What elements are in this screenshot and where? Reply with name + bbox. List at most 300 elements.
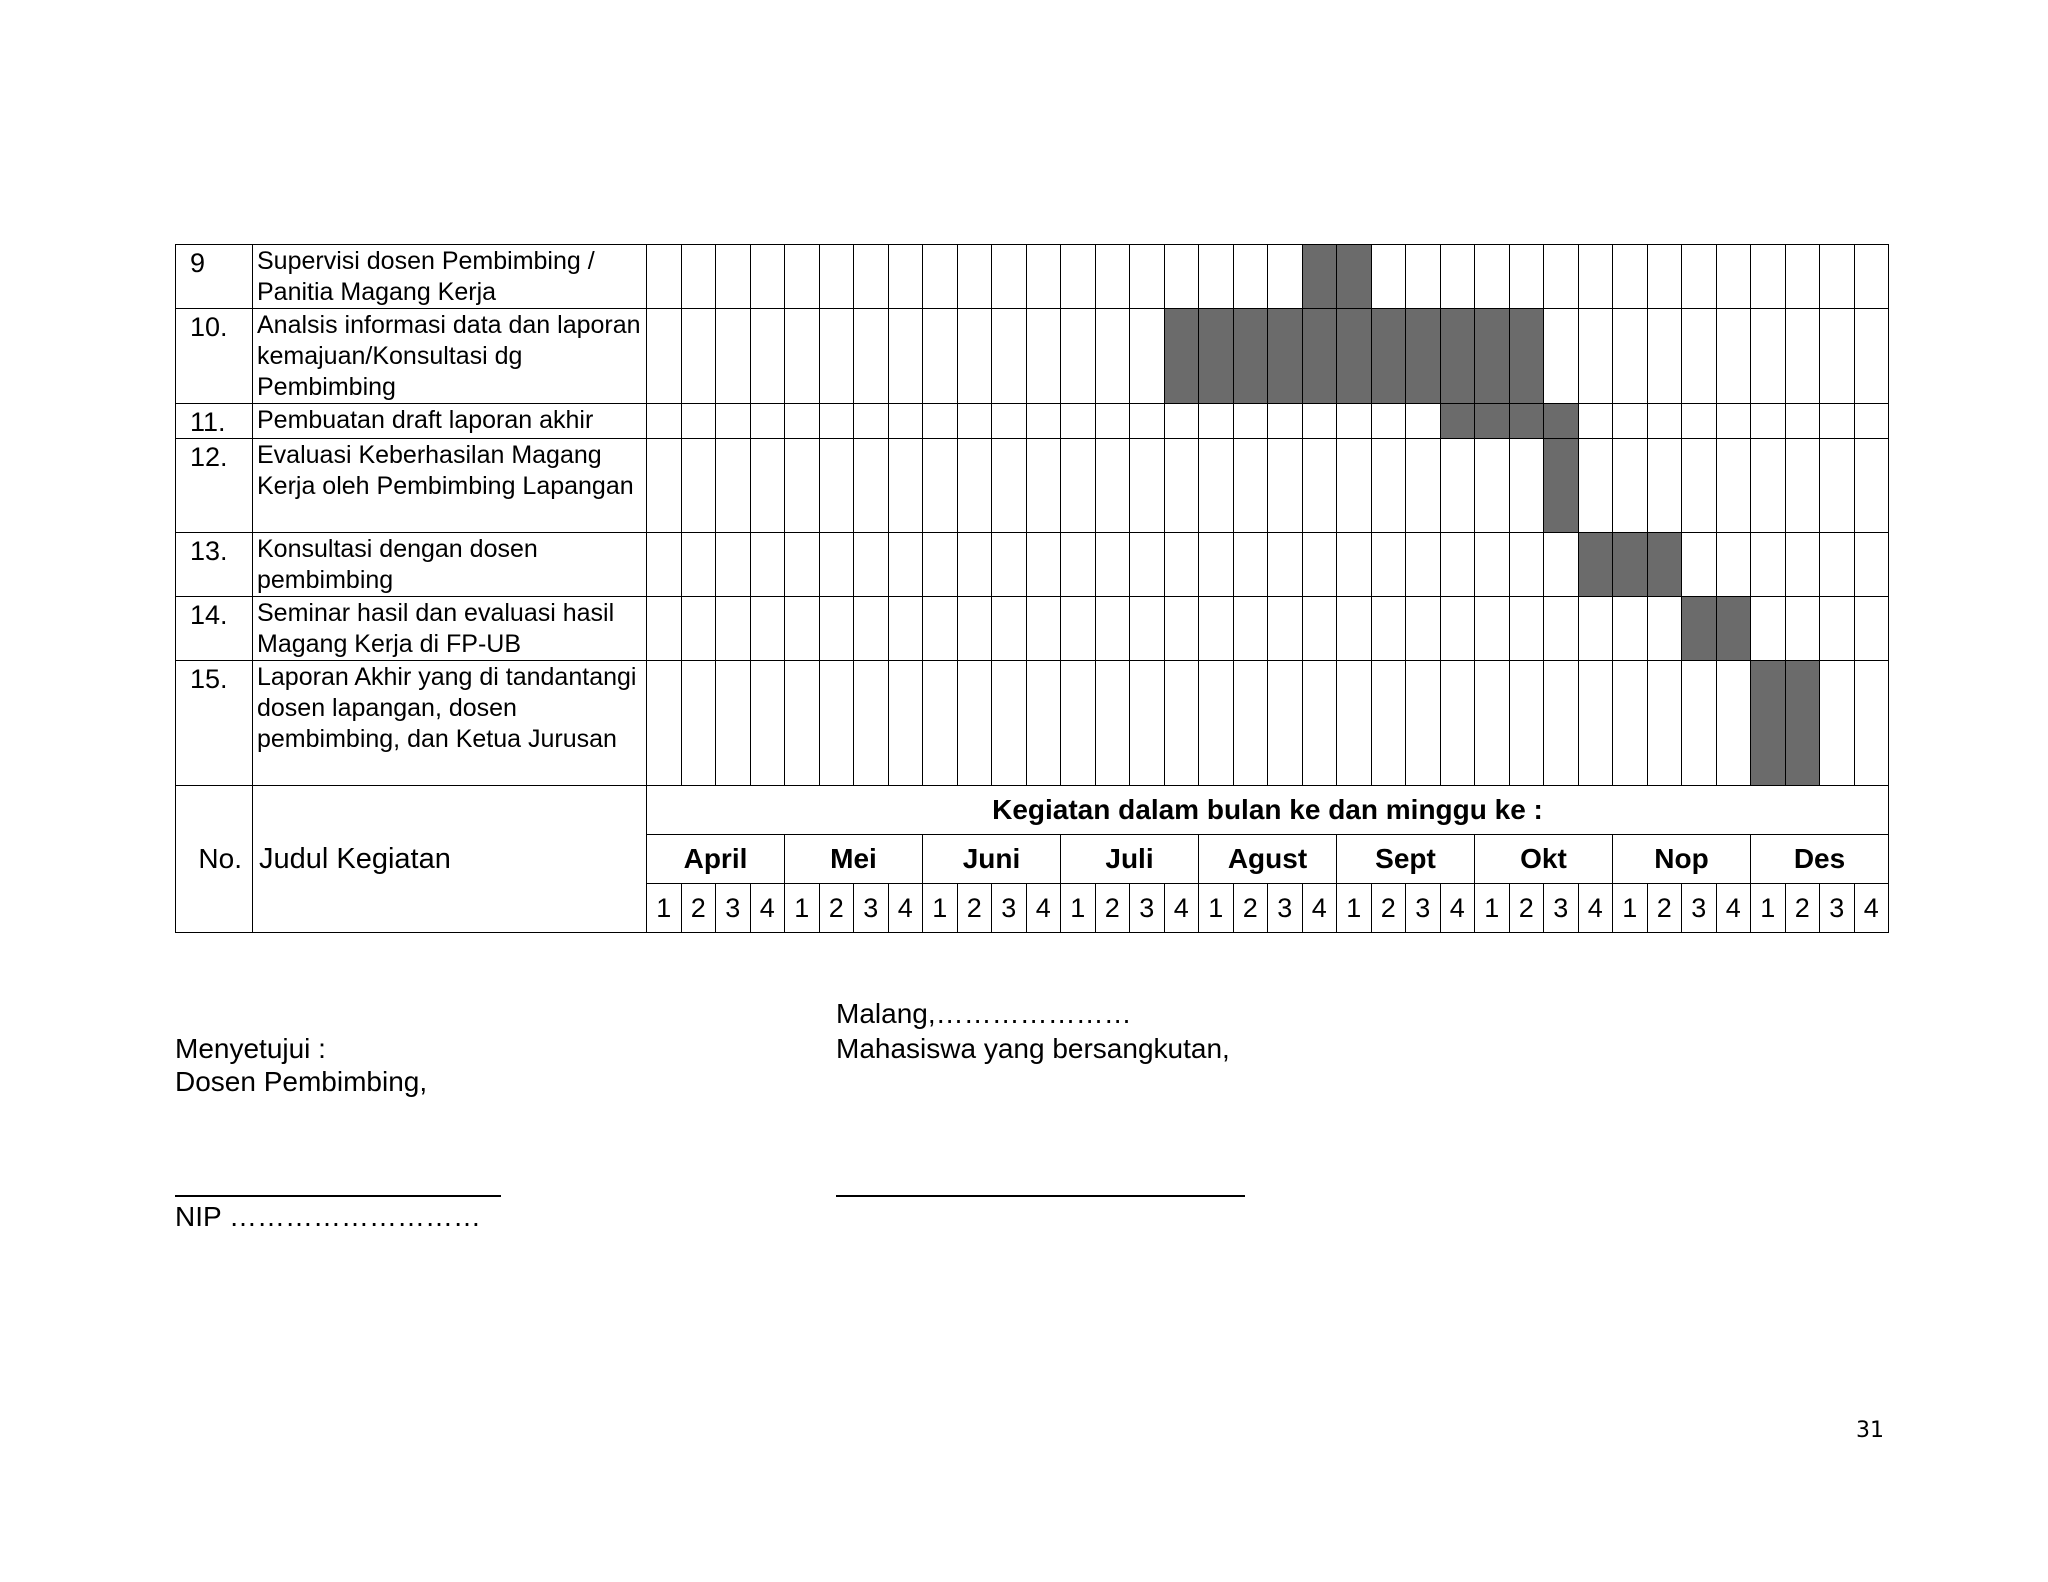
gantt-empty-cell	[1026, 404, 1061, 439]
gantt-empty-cell	[923, 533, 958, 597]
gantt-empty-cell	[647, 597, 682, 661]
gantt-empty-cell	[1337, 597, 1372, 661]
activity-title: Supervisi dosen Pembimbing / Panitia Magang Kerja	[253, 245, 647, 309]
gantt-empty-cell	[1440, 533, 1475, 597]
gantt-empty-cell	[750, 309, 785, 404]
gantt-empty-cell	[1647, 245, 1682, 309]
gantt-empty-cell	[957, 245, 992, 309]
gantt-empty-cell	[716, 597, 751, 661]
gantt-empty-cell	[785, 597, 820, 661]
gantt-empty-cell	[647, 533, 682, 597]
gantt-bar-cell	[1647, 533, 1682, 597]
gantt-bar-cell	[1371, 309, 1406, 404]
gantt-empty-cell	[1406, 439, 1441, 533]
activity-row	[176, 439, 1889, 533]
gantt-bar-cell	[1302, 245, 1337, 309]
gantt-empty-cell	[1095, 597, 1130, 661]
gantt-empty-cell	[1371, 245, 1406, 309]
activity-row	[176, 309, 1889, 404]
gantt-empty-cell	[1544, 309, 1579, 404]
gantt-empty-cell	[1716, 661, 1751, 786]
gantt-empty-cell	[957, 404, 992, 439]
activity-number: 15.	[176, 661, 253, 786]
gantt-empty-cell	[1268, 245, 1303, 309]
gantt-bar-cell	[1682, 597, 1717, 661]
week-header: 1	[647, 884, 682, 933]
gantt-empty-cell	[647, 245, 682, 309]
gantt-empty-cell	[785, 533, 820, 597]
gantt-empty-cell	[888, 597, 923, 661]
gantt-bar-cell	[1578, 533, 1613, 597]
activity-title: Seminar hasil dan evaluasi hasil Magang Kerja di FP-UB	[253, 597, 647, 661]
gantt-empty-cell	[1751, 533, 1786, 597]
gantt-empty-cell	[1544, 661, 1579, 786]
gantt-empty-cell	[1268, 661, 1303, 786]
week-header: 1	[1751, 884, 1786, 933]
gantt-empty-cell	[1233, 439, 1268, 533]
gantt-empty-cell	[1233, 245, 1268, 309]
gantt-empty-cell	[1647, 439, 1682, 533]
gantt-bar-cell	[1751, 661, 1786, 786]
gantt-empty-cell	[1613, 597, 1648, 661]
gantt-empty-cell	[854, 404, 889, 439]
week-header: 4	[1440, 884, 1475, 933]
gantt-empty-cell	[1337, 404, 1372, 439]
gantt-empty-cell	[1509, 661, 1544, 786]
activity-title: Laporan Akhir yang di tandantangi dosen lapangan, dosen pembimbing, dan Ketua Jurusan	[253, 661, 647, 786]
gantt-empty-cell	[1026, 533, 1061, 597]
gantt-empty-cell	[1406, 661, 1441, 786]
week-header: 2	[1233, 884, 1268, 933]
gantt-empty-cell	[647, 404, 682, 439]
gantt-empty-cell	[1578, 404, 1613, 439]
gantt-empty-cell	[1095, 404, 1130, 439]
gantt-empty-cell	[1371, 533, 1406, 597]
week-header: 1	[1199, 884, 1234, 933]
gantt-empty-cell	[647, 439, 682, 533]
gantt-empty-cell	[1371, 439, 1406, 533]
gantt-empty-cell	[1682, 245, 1717, 309]
gantt-empty-cell	[1061, 404, 1096, 439]
week-header: 2	[1647, 884, 1682, 933]
week-header: 1	[785, 884, 820, 933]
gantt-empty-cell	[1716, 533, 1751, 597]
gantt-empty-cell	[888, 661, 923, 786]
gantt-empty-cell	[992, 245, 1027, 309]
gantt-empty-cell	[1302, 661, 1337, 786]
gantt-empty-cell	[750, 533, 785, 597]
week-header: 2	[1095, 884, 1130, 933]
gantt-empty-cell	[1268, 439, 1303, 533]
gantt-empty-cell	[888, 404, 923, 439]
gantt-bar-cell	[1475, 404, 1510, 439]
activity-schedule-table	[175, 244, 1889, 933]
gantt-empty-cell	[1130, 597, 1165, 661]
week-header: 2	[957, 884, 992, 933]
gantt-bar-cell	[1544, 439, 1579, 533]
gantt-empty-cell	[923, 404, 958, 439]
gantt-empty-cell	[1130, 661, 1165, 786]
gantt-empty-cell	[1268, 533, 1303, 597]
gantt-empty-cell	[1406, 245, 1441, 309]
gantt-bar-cell	[1544, 404, 1579, 439]
gantt-empty-cell	[647, 309, 682, 404]
gantt-empty-cell	[1199, 661, 1234, 786]
gantt-empty-cell	[1199, 533, 1234, 597]
gantt-empty-cell	[1751, 245, 1786, 309]
gantt-empty-cell	[957, 309, 992, 404]
gantt-empty-cell	[1682, 439, 1717, 533]
gantt-empty-cell	[957, 661, 992, 786]
week-header: 2	[819, 884, 854, 933]
gantt-empty-cell	[1682, 661, 1717, 786]
week-header: 4	[1302, 884, 1337, 933]
week-header: 4	[1578, 884, 1613, 933]
nip-label: NIP ………………………	[175, 1201, 481, 1232]
week-header: 3	[854, 884, 889, 933]
advisor-label: Dosen Pembimbing,	[175, 1066, 428, 1097]
month-header: Nop	[1613, 835, 1751, 884]
gantt-empty-cell	[1061, 597, 1096, 661]
gantt-empty-cell	[992, 597, 1027, 661]
gantt-empty-cell	[785, 661, 820, 786]
gantt-empty-cell	[992, 661, 1027, 786]
gantt-bar-cell	[1440, 404, 1475, 439]
gantt-empty-cell	[785, 439, 820, 533]
activity-row	[176, 404, 1889, 439]
week-header: 3	[716, 884, 751, 933]
activity-number: 13.	[176, 533, 253, 597]
week-header: 1	[1475, 884, 1510, 933]
gantt-empty-cell	[1061, 533, 1096, 597]
gantt-empty-cell	[681, 533, 716, 597]
gantt-empty-cell	[1371, 597, 1406, 661]
gantt-empty-cell	[1268, 597, 1303, 661]
gantt-bar-cell	[1509, 404, 1544, 439]
gantt-empty-cell	[1613, 309, 1648, 404]
gantt-empty-cell	[1164, 597, 1199, 661]
gantt-empty-cell	[1820, 404, 1855, 439]
gantt-empty-cell	[1647, 661, 1682, 786]
gantt-empty-cell	[1164, 245, 1199, 309]
gantt-empty-cell	[1440, 439, 1475, 533]
gantt-bar-cell	[1509, 309, 1544, 404]
month-header: Okt	[1475, 835, 1613, 884]
gantt-empty-cell	[1475, 245, 1510, 309]
gantt-empty-cell	[716, 439, 751, 533]
activity-title: Evaluasi Keberhasilan Magang Kerja oleh Pembimbing Lapangan	[253, 439, 647, 533]
month-header: Agust	[1199, 835, 1337, 884]
gantt-empty-cell	[923, 597, 958, 661]
gantt-empty-cell	[1130, 404, 1165, 439]
gantt-empty-cell	[819, 404, 854, 439]
student-signature-line	[836, 1195, 1245, 1197]
gantt-empty-cell	[1130, 245, 1165, 309]
gantt-empty-cell	[1268, 404, 1303, 439]
header-no: No.	[176, 786, 253, 933]
gantt-empty-cell	[1751, 597, 1786, 661]
gantt-empty-cell	[1130, 309, 1165, 404]
gantt-empty-cell	[1164, 404, 1199, 439]
gantt-empty-cell	[785, 309, 820, 404]
activity-number: 10.	[176, 309, 253, 404]
gantt-empty-cell	[819, 309, 854, 404]
gantt-empty-cell	[1440, 245, 1475, 309]
gantt-empty-cell	[1475, 661, 1510, 786]
gantt-empty-cell	[716, 661, 751, 786]
gantt-empty-cell	[1854, 597, 1889, 661]
gantt-empty-cell	[1302, 404, 1337, 439]
gantt-empty-cell	[1026, 597, 1061, 661]
gantt-empty-cell	[1406, 533, 1441, 597]
week-header: 3	[1130, 884, 1165, 933]
gantt-empty-cell	[1509, 533, 1544, 597]
gantt-empty-cell	[819, 661, 854, 786]
week-header: 2	[1785, 884, 1820, 933]
gantt-empty-cell	[1302, 439, 1337, 533]
gantt-empty-cell	[923, 439, 958, 533]
gantt-empty-cell	[1785, 309, 1820, 404]
week-header: 4	[1854, 884, 1889, 933]
week-header: 4	[1164, 884, 1199, 933]
gantt-empty-cell	[1061, 439, 1096, 533]
gantt-empty-cell	[1820, 661, 1855, 786]
activity-row	[176, 245, 1889, 309]
week-header: 2	[1371, 884, 1406, 933]
month-header: April	[647, 835, 785, 884]
gantt-empty-cell	[1509, 439, 1544, 533]
gantt-bar-cell	[1475, 309, 1510, 404]
gantt-empty-cell	[785, 404, 820, 439]
gantt-empty-cell	[1544, 533, 1579, 597]
gantt-empty-cell	[750, 439, 785, 533]
gantt-empty-cell	[1820, 309, 1855, 404]
month-header: Sept	[1337, 835, 1475, 884]
activity-row	[176, 661, 1889, 786]
activity-number: 11.	[176, 404, 253, 439]
gantt-empty-cell	[1613, 661, 1648, 786]
gantt-empty-cell	[1406, 404, 1441, 439]
gantt-bar-cell	[1164, 309, 1199, 404]
gantt-empty-cell	[1095, 309, 1130, 404]
gantt-empty-cell	[1371, 661, 1406, 786]
gantt-empty-cell	[716, 533, 751, 597]
gantt-empty-cell	[1337, 661, 1372, 786]
gantt-empty-cell	[1371, 404, 1406, 439]
gantt-empty-cell	[1820, 533, 1855, 597]
gantt-empty-cell	[750, 404, 785, 439]
gantt-empty-cell	[1475, 533, 1510, 597]
gantt-empty-cell	[1026, 661, 1061, 786]
gantt-empty-cell	[647, 661, 682, 786]
gantt-empty-cell	[854, 439, 889, 533]
gantt-empty-cell	[1854, 404, 1889, 439]
gantt-empty-cell	[1406, 597, 1441, 661]
week-header: 3	[1268, 884, 1303, 933]
gantt-empty-cell	[1785, 245, 1820, 309]
gantt-empty-cell	[750, 245, 785, 309]
gantt-bar-cell	[1440, 309, 1475, 404]
gantt-empty-cell	[1475, 597, 1510, 661]
gantt-empty-cell	[1820, 245, 1855, 309]
gantt-empty-cell	[1578, 597, 1613, 661]
activity-title: Analsis informasi data dan laporan kemajuan/Konsultasi dg Pembimbing	[253, 309, 647, 404]
gantt-empty-cell	[1475, 439, 1510, 533]
gantt-empty-cell	[1095, 533, 1130, 597]
gantt-empty-cell	[1302, 533, 1337, 597]
gantt-empty-cell	[1785, 404, 1820, 439]
advisor-signature-line	[175, 1195, 501, 1197]
month-header: Des	[1751, 835, 1889, 884]
week-header: 4	[750, 884, 785, 933]
week-header: 3	[1544, 884, 1579, 933]
month-header: Juni	[923, 835, 1061, 884]
week-header: 1	[1061, 884, 1096, 933]
gantt-empty-cell	[1578, 309, 1613, 404]
gantt-empty-cell	[1337, 533, 1372, 597]
gantt-empty-cell	[1095, 439, 1130, 533]
gantt-empty-cell	[1164, 533, 1199, 597]
page-number: 31	[1856, 1418, 1884, 1443]
gantt-empty-cell	[1302, 597, 1337, 661]
gantt-empty-cell	[681, 309, 716, 404]
week-header: 3	[1682, 884, 1717, 933]
gantt-empty-cell	[1785, 439, 1820, 533]
gantt-empty-cell	[1716, 309, 1751, 404]
activity-row	[176, 597, 1889, 661]
gantt-empty-cell	[957, 597, 992, 661]
gantt-empty-cell	[992, 439, 1027, 533]
gantt-empty-cell	[888, 439, 923, 533]
gantt-empty-cell	[750, 597, 785, 661]
gantt-empty-cell	[1854, 661, 1889, 786]
gantt-empty-cell	[1337, 439, 1372, 533]
gantt-empty-cell	[1233, 404, 1268, 439]
activity-title: Pembuatan draft laporan akhir	[253, 404, 647, 439]
week-header: 1	[1613, 884, 1648, 933]
gantt-empty-cell	[1613, 404, 1648, 439]
approval-label: Menyetujui :	[175, 1033, 326, 1064]
week-header: 1	[1337, 884, 1372, 933]
gantt-empty-cell	[1509, 597, 1544, 661]
gantt-empty-cell	[1820, 439, 1855, 533]
gantt-empty-cell	[1854, 439, 1889, 533]
gantt-empty-cell	[854, 597, 889, 661]
gantt-empty-cell	[923, 661, 958, 786]
week-header: 1	[923, 884, 958, 933]
gantt-empty-cell	[1854, 309, 1889, 404]
gantt-empty-cell	[1199, 597, 1234, 661]
gantt-bar-cell	[1337, 309, 1372, 404]
gantt-empty-cell	[888, 309, 923, 404]
gantt-empty-cell	[923, 245, 958, 309]
gantt-empty-cell	[716, 404, 751, 439]
week-header: 2	[1509, 884, 1544, 933]
gantt-empty-cell	[888, 245, 923, 309]
activity-row	[176, 533, 1889, 597]
gantt-empty-cell	[1647, 309, 1682, 404]
gantt-empty-cell	[819, 597, 854, 661]
week-header: 4	[1716, 884, 1751, 933]
gantt-empty-cell	[992, 404, 1027, 439]
gantt-empty-cell	[1716, 439, 1751, 533]
activity-number: 9	[176, 245, 253, 309]
gantt-empty-cell	[1095, 661, 1130, 786]
gantt-empty-cell	[1061, 661, 1096, 786]
activity-title: Konsultasi dengan dosen pembimbing	[253, 533, 647, 597]
gantt-empty-cell	[1164, 661, 1199, 786]
gantt-empty-cell	[681, 245, 716, 309]
week-header: 4	[888, 884, 923, 933]
gantt-empty-cell	[1682, 404, 1717, 439]
gantt-bar-cell	[1406, 309, 1441, 404]
gantt-empty-cell	[854, 533, 889, 597]
gantt-empty-cell	[854, 245, 889, 309]
gantt-bar-cell	[1785, 661, 1820, 786]
place-date: Malang,…………………	[836, 998, 1132, 1029]
gantt-empty-cell	[681, 597, 716, 661]
gantt-empty-cell	[1509, 245, 1544, 309]
gantt-empty-cell	[923, 309, 958, 404]
gantt-empty-cell	[1026, 245, 1061, 309]
week-header: 3	[1406, 884, 1441, 933]
gantt-bar-cell	[1199, 309, 1234, 404]
gantt-empty-cell	[1233, 533, 1268, 597]
gantt-empty-cell	[1716, 245, 1751, 309]
gantt-empty-cell	[1785, 533, 1820, 597]
gantt-empty-cell	[819, 439, 854, 533]
gantt-empty-cell	[1095, 245, 1130, 309]
gantt-bar-cell	[1302, 309, 1337, 404]
header-period: Kegiatan dalam bulan ke dan minggu ke :	[647, 786, 1889, 835]
gantt-empty-cell	[681, 661, 716, 786]
gantt-empty-cell	[819, 245, 854, 309]
gantt-bar-cell	[1613, 533, 1648, 597]
gantt-empty-cell	[1544, 245, 1579, 309]
gantt-empty-cell	[1026, 309, 1061, 404]
gantt-empty-cell	[785, 245, 820, 309]
gantt-empty-cell	[1751, 404, 1786, 439]
gantt-empty-cell	[992, 533, 1027, 597]
gantt-empty-cell	[1613, 245, 1648, 309]
gantt-bar-cell	[1716, 597, 1751, 661]
gantt-empty-cell	[1199, 439, 1234, 533]
week-header: 3	[992, 884, 1027, 933]
gantt-empty-cell	[1682, 533, 1717, 597]
header-row-period	[176, 786, 1889, 835]
week-header: 2	[681, 884, 716, 933]
gantt-empty-cell	[854, 309, 889, 404]
gantt-empty-cell	[957, 439, 992, 533]
gantt-empty-cell	[1130, 533, 1165, 597]
gantt-empty-cell	[1164, 439, 1199, 533]
gantt-empty-cell	[750, 661, 785, 786]
gantt-empty-cell	[1061, 245, 1096, 309]
week-header: 3	[1820, 884, 1855, 933]
activity-number: 12.	[176, 439, 253, 533]
gantt-empty-cell	[1716, 404, 1751, 439]
gantt-empty-cell	[992, 309, 1027, 404]
gantt-empty-cell	[681, 404, 716, 439]
activity-number: 14.	[176, 597, 253, 661]
gantt-empty-cell	[681, 439, 716, 533]
gantt-empty-cell	[1751, 439, 1786, 533]
gantt-empty-cell	[1233, 597, 1268, 661]
gantt-empty-cell	[1854, 245, 1889, 309]
gantt-empty-cell	[1647, 404, 1682, 439]
gantt-empty-cell	[1544, 597, 1579, 661]
gantt-empty-cell	[1578, 661, 1613, 786]
